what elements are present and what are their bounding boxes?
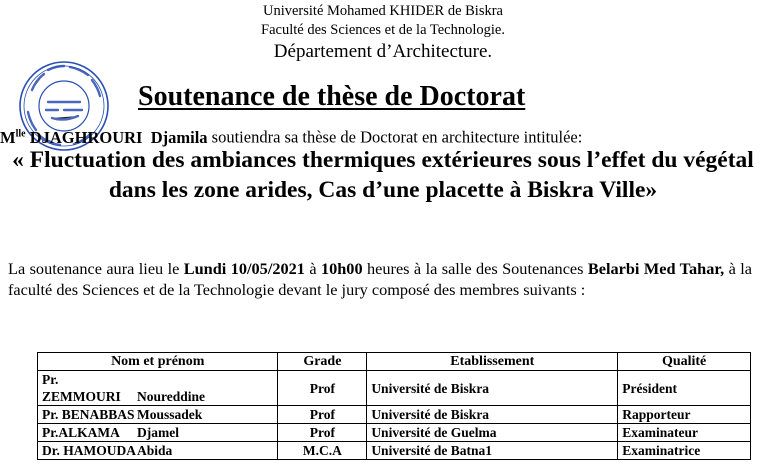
jury-member-firstname: Djamel [137, 425, 179, 440]
column-header-institution: Etablissement [367, 353, 618, 371]
candidate-civility: M [0, 127, 16, 147]
jury-member-lastname: Dr. HAMOUDA [42, 443, 136, 458]
defense-text-2: à [304, 259, 321, 278]
defense-text-4: à la faculté des Sciences et de la Technologie devant le jury composé des membres suivants : [8, 259, 752, 299]
jury-member-firstname: Abida [137, 443, 173, 458]
column-header-grade: Grade [278, 353, 367, 371]
jury-member-role: Rapporteur [618, 406, 751, 424]
candidate-civility-sup: lle [15, 128, 26, 139]
jury-member-lastname: Pr.ALKAMA [42, 425, 120, 440]
jury-member-institution: Université de Biskra [367, 371, 618, 406]
jury-member-grade: M.C.A [278, 442, 367, 460]
jury-member-grade: Prof [278, 371, 367, 406]
jury-member-grade: Prof [278, 406, 367, 424]
jury-table [37, 352, 751, 460]
candidate-firstname: Djamila [150, 127, 208, 147]
jury-member-institution: Université de Biskra [367, 406, 618, 424]
candidate-lastname: DJAGHROURI [29, 127, 143, 147]
jury-member-institution: Université de Guelma [367, 424, 618, 442]
table-row [38, 406, 751, 424]
jury-member-name [38, 424, 278, 442]
table-row [38, 371, 751, 406]
jury-member-role: Président [618, 371, 751, 406]
faculty-name: Faculté des Sciences et de la Technologie. [261, 22, 505, 38]
defense-time: 10h00 [320, 259, 363, 278]
thesis-title: « Fluctuation des ambiances thermiques extérieures sous l’effet du végétal dans les zone arides, Cas d’une placette à Biskra Ville» [12, 147, 754, 203]
jury-member-lastname: Pr. BENABBAS [42, 407, 135, 422]
defense-date: Lundi 10/05/2021 [183, 259, 305, 278]
defense-text-3: heures à la salle des Soutenances [362, 259, 588, 278]
defense-details [8, 258, 752, 300]
column-header-role: Qualité [618, 353, 751, 371]
jury-member-lastname: Pr. ZEMMOURI [42, 372, 121, 404]
jury-table-header [38, 353, 751, 371]
page-title: Soutenance de thèse de Doctorat [138, 81, 526, 112]
jury-member-firstname: Moussadek [137, 407, 203, 422]
defense-text-1: La soutenance aura lieu le [8, 259, 184, 278]
jury-member-role: Examinateur [618, 424, 751, 442]
defense-room: Belarbi Med Tahar, [587, 259, 725, 278]
university-name: Université Mohamed KHIDER de Biskra [262, 3, 503, 19]
jury-member-firstname: Noureddine [137, 389, 206, 404]
jury-member-name [38, 406, 278, 424]
department-name: Département d’Architecture. [273, 41, 493, 62]
column-header-name: Nom et prénom [38, 353, 278, 371]
jury-member-grade: Prof [278, 424, 367, 442]
jury-member-institution: Université de Batna1 [367, 442, 618, 460]
jury-member-name [38, 371, 278, 406]
jury-member-role: Examinatrice [618, 442, 751, 460]
candidate-intro-text: soutiendra sa thèse de Doctorat en architecture intitulée: [211, 127, 583, 147]
table-row [38, 442, 751, 460]
jury-member-name [38, 442, 278, 460]
table-row [38, 424, 751, 442]
